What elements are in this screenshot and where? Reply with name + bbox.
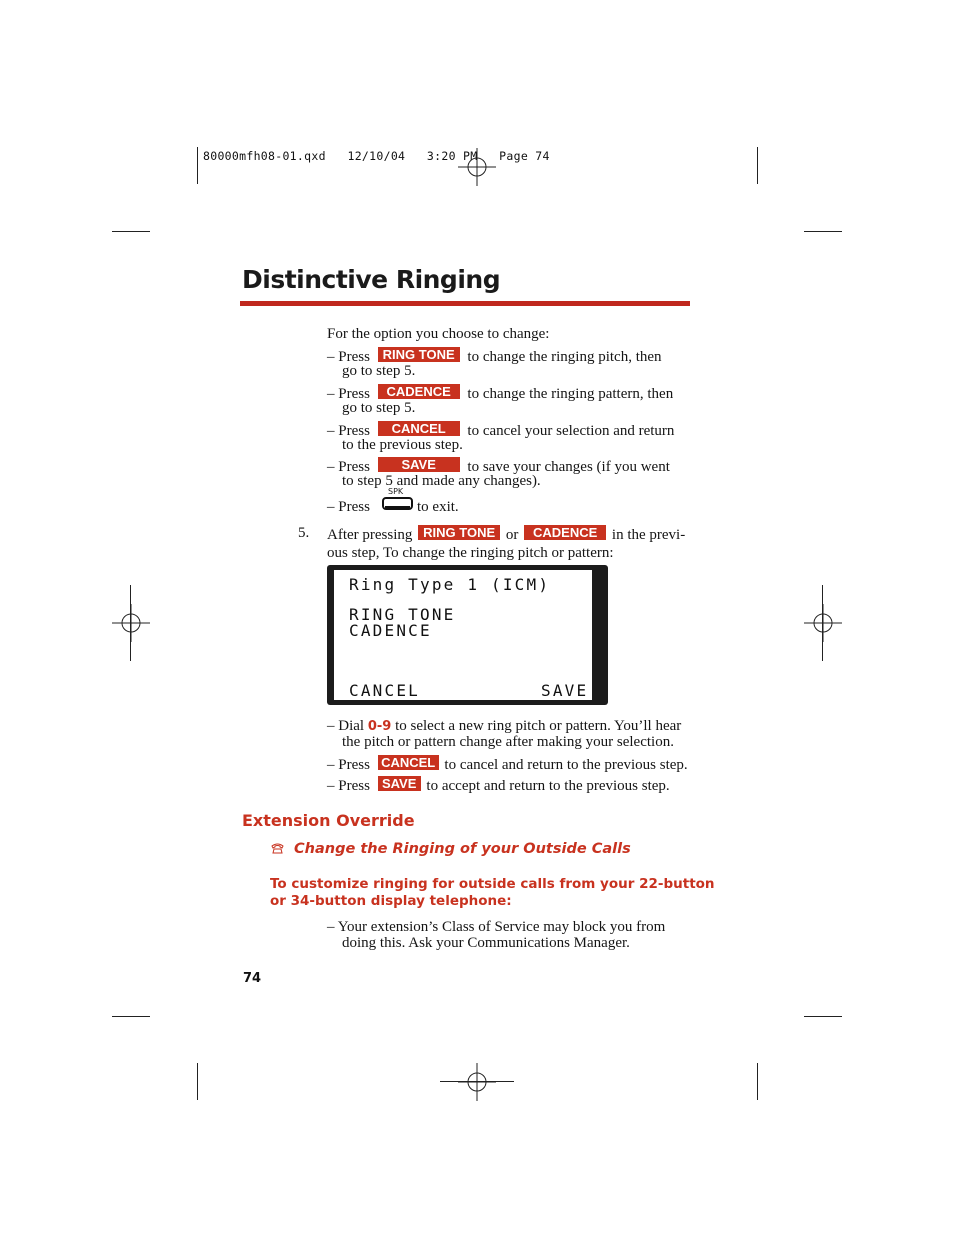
- option-prefix: – Press: [327, 499, 370, 515]
- step-text: or: [505, 527, 519, 543]
- crop-mark: [197, 147, 198, 184]
- title-rule: [240, 301, 690, 306]
- note-text-cont: doing this. Ask your Communications Manager.: [342, 935, 630, 951]
- crop-mark: [197, 1063, 198, 1100]
- step-text-cont: ous step, To change the ringing pitch or pattern:: [327, 545, 614, 561]
- instruction-heading: [270, 876, 715, 910]
- step-text: in the previ-: [611, 527, 686, 543]
- intro-text: For the option you choose to change:: [327, 326, 550, 342]
- ring-tone-key[interactable]: RING TONE: [418, 525, 500, 540]
- ring-tone-key[interactable]: RING TONE: [378, 347, 460, 362]
- option-text: to change the ringing pattern, then: [467, 386, 674, 402]
- crop-mark: [804, 231, 842, 232]
- dial-step: [327, 718, 681, 735]
- option-text: to save your changes (if you went: [467, 459, 670, 475]
- step-prefix: – Press: [327, 757, 370, 773]
- note-text: – Your extension’s Class of Service may block you from: [327, 919, 666, 935]
- cancel-step: [327, 755, 688, 773]
- step-text: After pressing: [327, 527, 413, 543]
- step-number: 5.: [298, 525, 310, 541]
- crop-mark: [757, 1063, 758, 1100]
- step-text-cont: the pitch or pattern change after making your selection.: [342, 734, 674, 750]
- cancel-key[interactable]: CANCEL: [378, 755, 439, 770]
- option-spk: [327, 499, 370, 515]
- crop-mark: [130, 585, 131, 661]
- spk-button[interactable]: [382, 487, 413, 513]
- page-number: 74: [243, 971, 262, 986]
- cadence-key[interactable]: CADENCE: [378, 384, 460, 399]
- option-text: to cancel your selection and return: [467, 423, 675, 439]
- option-text-cont: to step 5 and made any changes).: [342, 473, 541, 489]
- step-5-text: [327, 525, 685, 543]
- lcd-line-1: Ring Type 1 (ICM): [349, 575, 551, 594]
- save-key[interactable]: SAVE: [378, 457, 460, 472]
- option-prefix: – Press: [327, 459, 370, 475]
- lcd-ring-tone-option[interactable]: RING TONE: [349, 605, 456, 624]
- crop-mark: [112, 1016, 150, 1017]
- cadence-key[interactable]: CADENCE: [524, 525, 606, 540]
- option-text: to change the ringing pitch, then: [467, 349, 662, 365]
- step-text: to select a new ring pitch or pattern. You’ll hear: [395, 718, 682, 734]
- lcd-screen: [334, 570, 592, 700]
- telephone-icon: [271, 843, 284, 854]
- option-text: to exit.: [417, 499, 459, 515]
- lcd-save-softkey[interactable]: SAVE: [541, 681, 589, 700]
- save-key[interactable]: SAVE: [378, 776, 421, 791]
- option-prefix: – Press: [327, 386, 370, 402]
- lcd-cancel-softkey[interactable]: CANCEL: [349, 681, 420, 700]
- lcd-cadence-option[interactable]: CADENCE: [349, 621, 432, 640]
- crop-mark: [440, 1081, 514, 1082]
- registration-mark-icon: [458, 1063, 496, 1101]
- save-step: [327, 776, 670, 794]
- option-text-cont: go to step 5.: [342, 400, 416, 416]
- option-text-cont: go to step 5.: [342, 363, 416, 379]
- step-prefix: – Dial: [327, 718, 365, 734]
- cancel-key[interactable]: CANCEL: [378, 421, 460, 436]
- option-prefix: – Press: [327, 349, 370, 365]
- spk-label: SPK: [388, 487, 404, 496]
- instruction-line: To customize ringing for outside calls from your 22-button: [270, 876, 715, 892]
- dial-keys[interactable]: 0-9: [367, 719, 392, 734]
- subsection-heading: Change the Ringing of your Outside Calls: [294, 841, 631, 857]
- section-heading: Extension Override: [242, 811, 415, 830]
- instruction-line: or 34-button display telephone:: [270, 893, 512, 909]
- option-text-cont: to the previous step.: [342, 437, 463, 453]
- page-title: Distinctive Ringing: [242, 265, 501, 294]
- speaker-key-icon: [382, 497, 413, 510]
- registration-mark-icon: [804, 604, 842, 642]
- step-prefix: – Press: [327, 778, 370, 794]
- crop-mark: [804, 1016, 842, 1017]
- print-slug: 80000mfh08-01.qxd 12/10/04 3:20 PM Page 74: [203, 149, 550, 163]
- option-prefix: – Press: [327, 423, 370, 439]
- registration-mark-icon: [112, 604, 150, 642]
- step-text: to accept and return to the previous step.: [426, 778, 670, 794]
- lcd-display: [327, 565, 608, 705]
- registration-mark-icon: [458, 148, 496, 186]
- crop-mark: [822, 585, 823, 661]
- crop-mark: [112, 231, 150, 232]
- crop-mark: [757, 147, 758, 184]
- step-text: to cancel and return to the previous step.: [444, 757, 688, 773]
